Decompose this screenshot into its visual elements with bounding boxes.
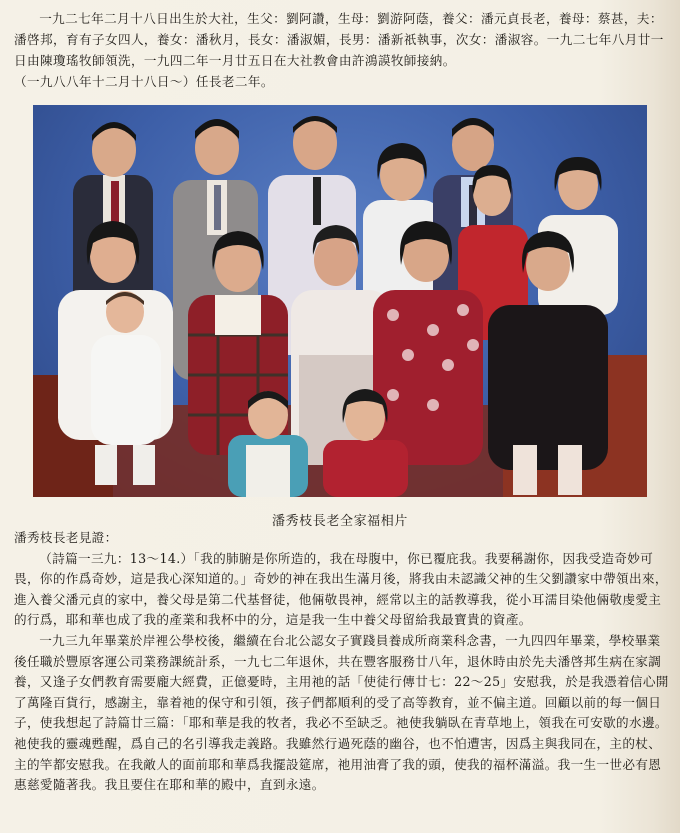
- family-photo: [33, 105, 647, 497]
- biography-paragraph: 一九二七年二月十八日出生於大社，生父：劉阿讚，生母：劉游阿蔭，養父：潘元貞長老，養母：蔡甚，夫：潘啓邦，育有子女四人，養女：潘秋月，長女：潘淑媚，長男：潘新祇執事，次女：潘淑容。一九二七年八月廿一日由陳瓊瑤牧師領洗，一九四二年一月廿五日在大社教會由許鴻謨牧師接納。: [14, 11, 664, 68]
- testimony-paragraph: （詩篇一三九：13～14.）「我的肺腑是你所造的，我在母腹中，你已覆庇我。我要稱謝你，因我受造奇妙可畏，你的作爲奇妙，這是我心深知道的。」奇妙的神在我出生滿月後，將我由未認識父神的生父劉讚家中帶領出來，進入養父潘元貞的家中，養父母是第二代基督徒，他倆敬畏神，經常以主的話教導我，從小耳濡目染他倆敬虔愛主的行爲，耶和華也成了我的產業和我杯中的分，這是我一生中養父母留給我最寶貴的資產。: [14, 550, 668, 628]
- biography-intro: [14, 8, 664, 92]
- testimony-heading: 潘秀枝長老見證：: [14, 530, 118, 545]
- family-photo-illustration: [33, 105, 647, 497]
- testimony-section: [14, 528, 669, 796]
- photo-caption: 潘秀枝長老全家福相片: [271, 514, 408, 529]
- elder-term-line: （一九八八年十二月十八日～）任長老二年。: [14, 74, 274, 89]
- testimony-paragraph: 一九三九年畢業於岸裡公學校後，繼續在台北公認女子實踐員養成所商業科念書，一九四四年畢業，學校畢業後任職於豐原客運公司業務課統計系，一九七二年退休，共在豐客服務廿八年，退休時由於先夫潘啓邦生病在家調養，又逢子女們教育需要龐大經費，正億憂時，主用祂的話「使徒行傳廿七：22～25」安慰我，於是我憑着信心開了萬隆百貨行，感謝主，靠着祂的保守和引領，孩子們都順利的受了高等教育，並不偏主道。回顧以前的每一個日子，使我想起了詩篇廿三篇：「耶和華是我的牧者，我必不至缺乏。祂使我躺臥在青草地上，領我在可安歇的水邊。祂使我的靈魂甦醒，爲自己的名引導我走義路。我雖然行過死蔭的幽谷，也不怕遭害，因爲主與我同在，主的杖、主的竿都安慰我。在我敵人的面前耶和華爲我擺設筵席，祂用油膏了我的頭，使我的福杯滿溢。我一生一世必有恩惠慈愛隨著我。我且要住在耶和華的殿中，直到永遠。: [14, 632, 669, 793]
